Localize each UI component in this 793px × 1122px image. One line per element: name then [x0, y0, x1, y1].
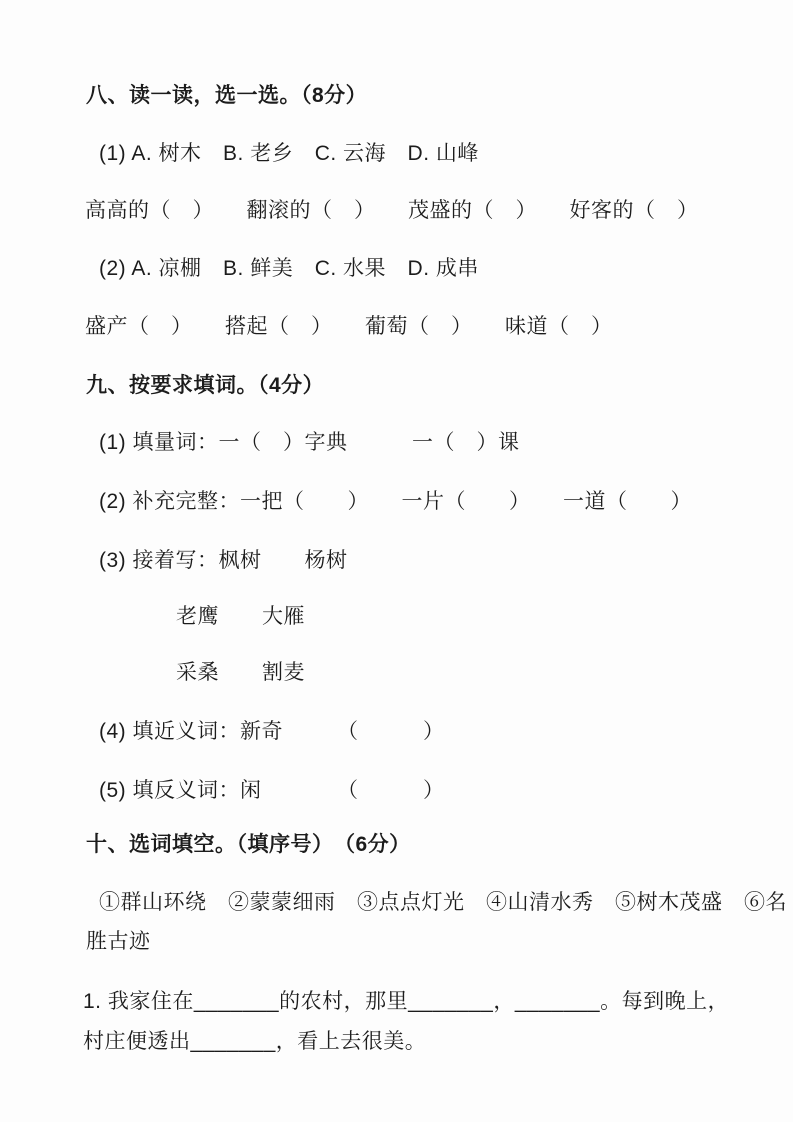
section-nine-item1: (1) 填量词：一（ ）字典 一（ ）课 [99, 431, 520, 454]
section-nine-item3: (3) 接着写：枫树 杨树 [99, 549, 348, 572]
section-nine-item3-row2: 老鹰 大雁 [176, 605, 305, 628]
section-eight-item1-options: (1) A. 树木 B. 老乡 C. 云海 D. 山峰 [99, 142, 479, 165]
section-ten-word-bank-line2: 胜古迹 [86, 930, 151, 953]
section-nine-heading: 九、按要求填词。（4分） [86, 374, 325, 397]
section-nine-item3-row3: 采桑 割麦 [176, 661, 305, 684]
section-ten-word-bank-line1: ①群山环绕 ②蒙蒙细雨 ③点点灯光 ④山清水秀 ⑤树木茂盛 ⑥名 [99, 891, 787, 914]
section-ten-sentence1-line2: 村庄便透出_______，看上去很美。 [83, 1030, 427, 1053]
section-nine-item2: (2) 补充完整：一把（ ） 一片（ ） 一道（ ） [99, 490, 692, 513]
section-nine-item5: (5) 填反义词：闲 （ ） [99, 779, 445, 802]
section-eight-item2-options: (2) A. 凉棚 B. 鲜美 C. 水果 D. 成串 [99, 257, 479, 280]
section-eight-item1-fill-blanks: 高高的（ ） 翻滚的（ ） 茂盛的（ ） 好客的（ ） [85, 199, 699, 222]
section-ten-sentence1-line1: 1. 我家住在_______的农村，那里_______，_______。每到晚上， [83, 990, 730, 1013]
section-eight-item2-fill-blanks: 盛产（ ） 搭起（ ） 葡萄（ ） 味道（ ） [85, 315, 613, 338]
section-eight-heading: 八、读一读，选一选。（8分） [86, 84, 368, 107]
section-ten-heading: 十、选词填空。（填序号） （6分） [86, 833, 411, 856]
section-nine-item4: (4) 填近义词：新奇 （ ） [99, 720, 445, 743]
